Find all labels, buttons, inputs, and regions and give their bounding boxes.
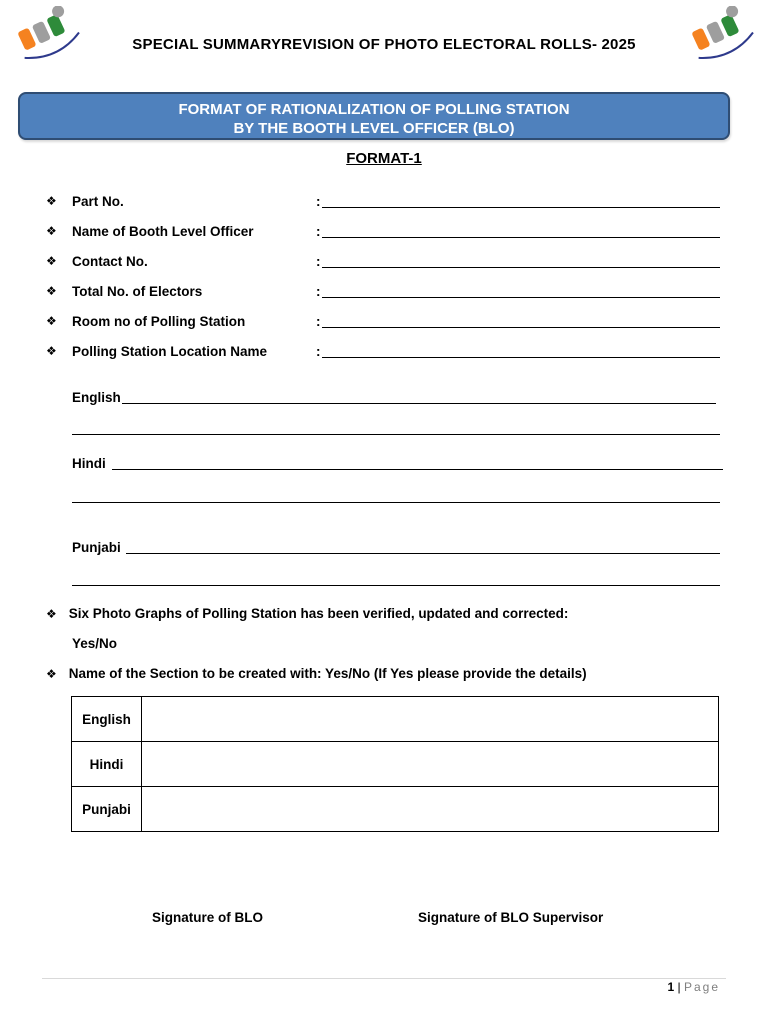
table-row-label: English [72, 697, 142, 742]
document-title: SPECIAL SUMMARYREVISION OF PHOTO ELECTORAL ROLLS- 2025 [132, 36, 636, 53]
bullet-icon: ❖ [46, 224, 57, 238]
table-row [72, 742, 719, 787]
field-total-electors [46, 284, 726, 304]
part-no-fill-line[interactable] [322, 207, 720, 208]
contact-no-fill-line[interactable] [322, 267, 720, 268]
location-hindi-label: Hindi [72, 456, 106, 471]
page-separator: | [677, 980, 681, 994]
field-label: Name of Booth Level Officer [72, 224, 254, 239]
bullet-icon: ❖ [46, 607, 57, 621]
format-heading: FORMAT-1 [346, 150, 422, 167]
logo-bar-green [46, 14, 65, 37]
location-english-line-1[interactable] [122, 403, 716, 404]
field-label: Total No. of Electors [72, 284, 203, 299]
blo-signature-label: Signature of BLO [152, 910, 263, 925]
field-colon: : [316, 344, 321, 359]
page-number [667, 980, 720, 994]
location-punjabi-line-2[interactable] [72, 585, 720, 586]
field-room-no [46, 314, 726, 334]
table-row-label: Hindi [72, 742, 142, 787]
field-contact-no [46, 254, 726, 274]
field-label: Polling Station Location Name [72, 344, 268, 359]
banner-line-1: FORMAT OF RATIONALIZATION OF POLLING STATION [178, 101, 570, 118]
bullet-icon: ❖ [46, 194, 57, 208]
location-hindi-line-1[interactable] [112, 469, 723, 470]
hindi-section-cell[interactable] [142, 742, 719, 787]
section-details-table [71, 696, 719, 832]
field-part-no [46, 194, 726, 214]
field-location-name [46, 344, 726, 364]
photo-verification-statement [46, 606, 568, 621]
location-english-label: English [72, 390, 121, 405]
room-no-fill-line[interactable] [322, 327, 720, 328]
location-english-line-2[interactable] [72, 434, 720, 435]
section-creation-statement [46, 666, 587, 681]
banner-line-2: BY THE BOOTH LEVEL OFFICER (BLO) [233, 120, 515, 137]
field-label: Room no of Polling Station [72, 314, 246, 329]
blo-name-fill-line[interactable] [322, 237, 720, 238]
table-row-label: Punjabi [72, 787, 142, 832]
field-colon: : [316, 194, 321, 209]
field-colon: : [316, 254, 321, 269]
punjabi-section-cell[interactable] [142, 787, 719, 832]
english-section-cell[interactable] [142, 697, 719, 742]
field-colon: : [316, 224, 321, 239]
bullet-icon: ❖ [46, 284, 57, 298]
footer-divider [42, 978, 726, 979]
photo-statement-text: Six Photo Graphs of Polling Station has been verified, updated and corrected: [68, 606, 569, 621]
field-label: Part No. [72, 194, 124, 209]
field-colon: : [316, 314, 321, 329]
location-name-fill-line[interactable] [322, 357, 720, 358]
bullet-icon: ❖ [46, 254, 57, 268]
format-banner [18, 92, 730, 140]
bullet-icon: ❖ [46, 344, 57, 358]
location-punjabi-line-1[interactable] [126, 553, 720, 554]
page-word: Page [683, 980, 720, 994]
supervisor-signature-label: Signature of BLO Supervisor [418, 910, 604, 925]
bullet-icon: ❖ [46, 667, 57, 681]
location-hindi-line-2[interactable] [72, 502, 720, 503]
field-colon: : [316, 284, 321, 299]
table-row [72, 787, 719, 832]
page-number-value: 1 [667, 980, 675, 994]
section-statement-text: Name of the Section to be created with: Yes/No (If Yes please provide the details) [68, 666, 587, 681]
photo-answer: Yes/No [72, 636, 118, 651]
location-punjabi-label: Punjabi [72, 540, 121, 555]
table-row [72, 697, 719, 742]
field-label: Contact No. [72, 254, 148, 269]
total-electors-fill-line[interactable] [322, 297, 720, 298]
field-blo-name [46, 224, 726, 244]
bullet-icon: ❖ [46, 314, 57, 328]
